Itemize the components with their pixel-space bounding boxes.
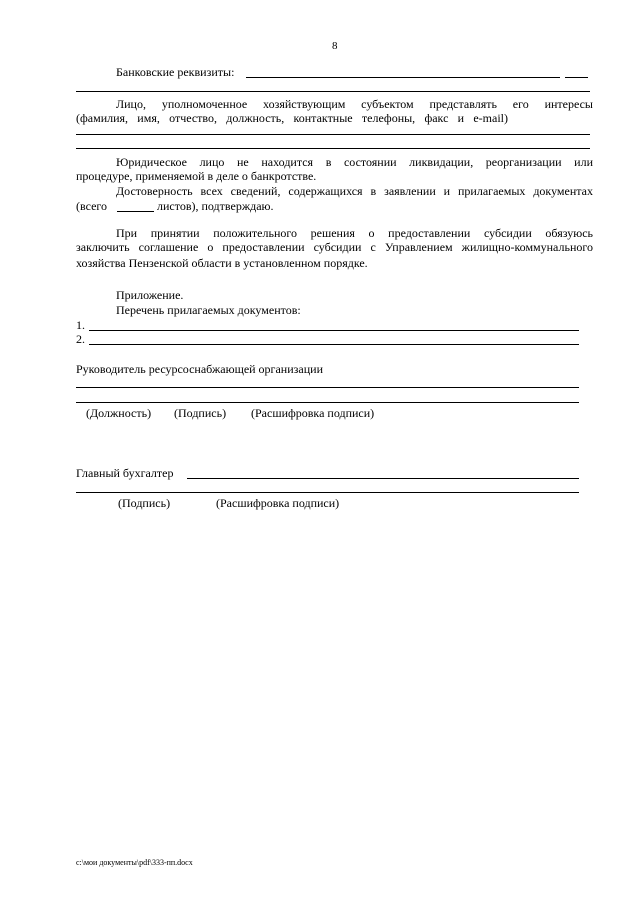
legal-status-text-1: Юридическое лицо не находится в состоянии ликвидации, реорганизации или bbox=[116, 155, 593, 169]
legal-status-text-2: процедуре, применяемой в деле о банкротстве. bbox=[76, 169, 317, 183]
verification-prefix: (всего bbox=[76, 199, 108, 213]
accountant-decoding-label: (Расшифровка подписи) bbox=[216, 496, 340, 510]
bank-details-label: Банковские реквизиты: bbox=[116, 65, 235, 79]
accountant-signature-label: (Подпись) bbox=[118, 496, 171, 510]
bank-details-line-end bbox=[565, 77, 588, 78]
head-signature-label: (Подпись) bbox=[174, 406, 227, 420]
agreement-text-3: хозяйства Пензенской области в установленном порядке. bbox=[76, 256, 368, 270]
head-line-2 bbox=[76, 402, 579, 403]
representative-text-1: Лицо, уполномоченное хозяйствующим субъектом представлять его интересы bbox=[116, 97, 593, 111]
page-number: 8 bbox=[332, 40, 338, 52]
head-line-1 bbox=[76, 387, 579, 388]
accountant-line-1 bbox=[187, 478, 579, 479]
verification-suffix: листов), подтверждаю. bbox=[157, 199, 274, 213]
representative-line-2 bbox=[76, 148, 590, 149]
attachment-list-title: Перечень прилагаемых документов: bbox=[116, 303, 301, 317]
sheet-count-line bbox=[117, 211, 154, 212]
attachment-item-1-number: 1. bbox=[76, 318, 85, 332]
agreement-text-1: При принятии положительного решения о предоставлении субсидии обязуюсь bbox=[116, 226, 593, 240]
bank-details-line-2 bbox=[76, 91, 590, 92]
bank-details-line bbox=[246, 77, 560, 78]
attachment-item-1-line bbox=[89, 330, 579, 331]
head-position-label: (Должность) bbox=[86, 406, 152, 420]
head-decoding-label: (Расшифровка подписи) bbox=[251, 406, 375, 420]
verification-text-1: Достоверность всех сведений, содержащихся в заявлении и прилагаемых документах bbox=[116, 184, 593, 198]
accountant-line-2 bbox=[76, 492, 579, 493]
representative-text-2: (фамилия, имя, отчество, должность, контактные телефоны, факс и e-mail) bbox=[76, 111, 508, 125]
footer-file-path: c:\мои документы\pdf\333-пп.docx bbox=[76, 858, 193, 867]
accountant-title: Главный бухгалтер bbox=[76, 466, 174, 480]
agreement-text-2: заключить соглашение о предоставлении субсидии с Управлением жилищно-коммунального bbox=[76, 240, 593, 254]
attachment-item-2-number: 2. bbox=[76, 332, 85, 346]
attachment-title: Приложение. bbox=[116, 288, 184, 302]
attachment-item-2-line bbox=[89, 344, 579, 345]
representative-line-1 bbox=[76, 134, 590, 135]
head-title: Руководитель ресурсоснабжающей организации bbox=[76, 362, 323, 376]
